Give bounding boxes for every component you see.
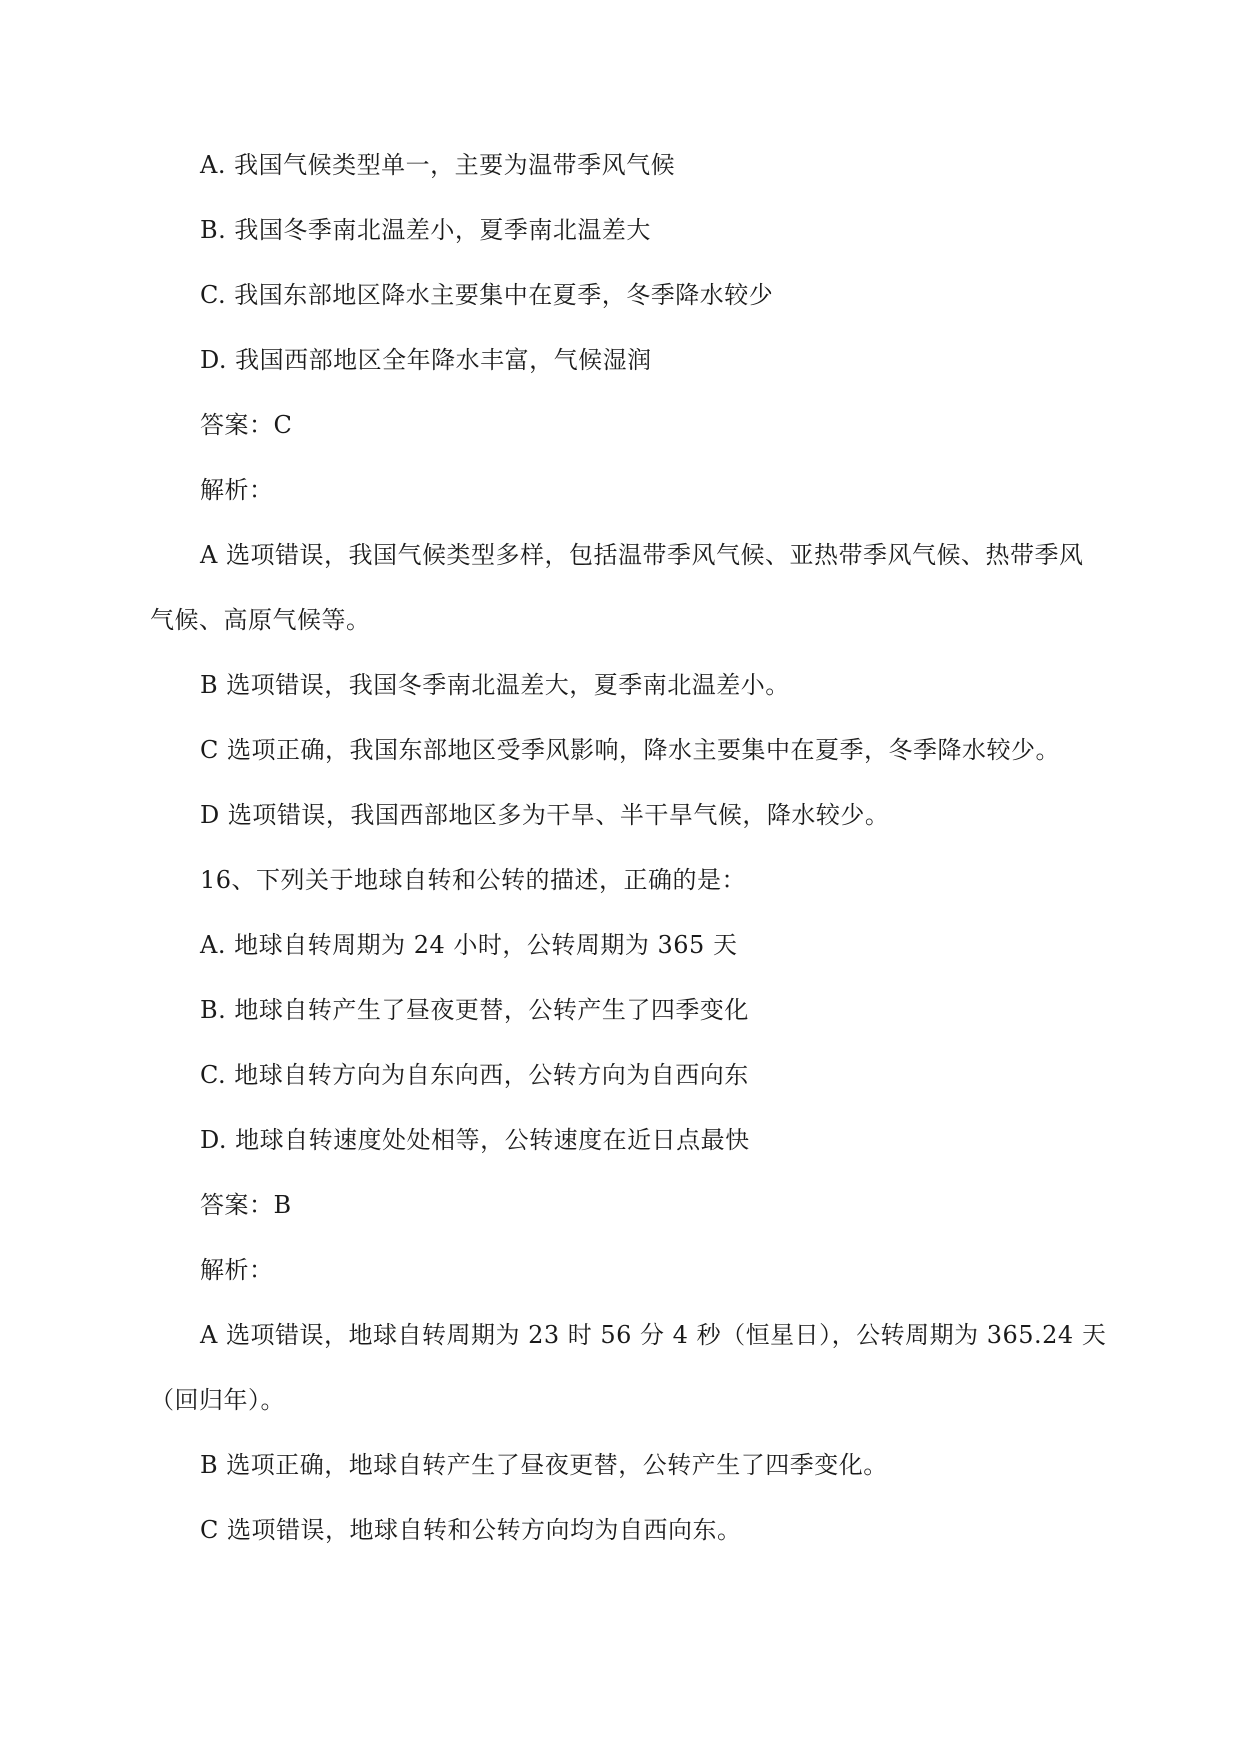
q15-analysis-label: 解析： (200, 476, 274, 504)
q15-option-d: D. 我国西部地区全年降水丰富，气候湿润 (200, 346, 652, 374)
q16-answer: 答案：B (200, 1191, 292, 1219)
q15-analysis-c: C 选项正确，我国东部地区受季风影响，降水主要集中在夏季，冬季降水较少。 (200, 736, 1060, 764)
q15-answer: 答案：C (200, 411, 293, 439)
q16-option-a: A. 地球自转周期为 24 小时，公转周期为 365 天 (200, 931, 738, 959)
q16-question: 16、下列关于地球自转和公转的描述，正确的是： (200, 866, 747, 894)
q16-analysis-a-line2: （回归年）。 (150, 1386, 285, 1414)
q16-option-c: C. 地球自转方向为自东向西，公转方向为自西向东 (200, 1061, 749, 1089)
q15-analysis-d: D 选项错误，我国西部地区多为干旱、半干旱气候，降水较少。 (200, 801, 890, 829)
q15-analysis-a-line1: A 选项错误，我国气候类型多样，包括温带季风气候、亚热带季风气候、热带季风 (200, 541, 1084, 569)
q16-option-d: D. 地球自转速度处处相等，公转速度在近日点最快 (200, 1126, 750, 1154)
q16-option-b: B. 地球自转产生了昼夜更替，公转产生了四季变化 (200, 996, 749, 1024)
q15-option-a: A. 我国气候类型单一，主要为温带季风气候 (200, 151, 676, 179)
q15-option-c: C. 我国东部地区降水主要集中在夏季，冬季降水较少 (200, 281, 774, 309)
q15-option-b: B. 我国冬季南北温差小，夏季南北温差大 (200, 216, 651, 244)
q16-analysis-label: 解析： (200, 1256, 274, 1284)
q16-analysis-a-line1: A 选项错误，地球自转周期为 23 时 56 分 4 秒（恒星日），公转周期为 365.24 天 (200, 1321, 1107, 1349)
q15-analysis-a-line2: 气候、高原气候等。 (150, 606, 371, 634)
q15-analysis-b: B 选项错误，我国冬季南北温差大，夏季南北温差小。 (200, 671, 790, 699)
q16-analysis-b: B 选项正确，地球自转产生了昼夜更替，公转产生了四季变化。 (200, 1451, 888, 1479)
q16-analysis-c: C 选项错误，地球自转和公转方向均为自西向东。 (200, 1516, 742, 1544)
